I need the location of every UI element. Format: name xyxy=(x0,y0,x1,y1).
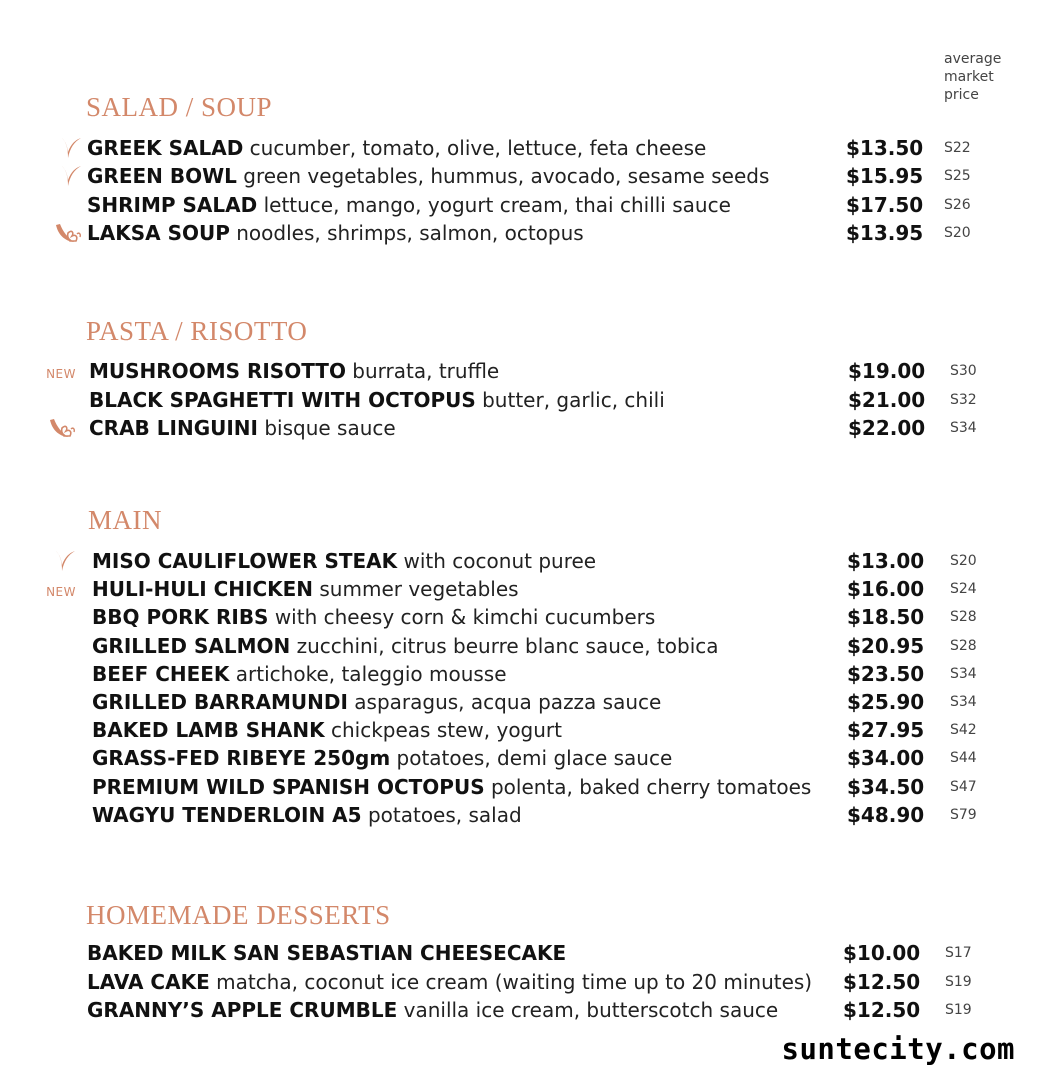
item-market-price: S34 xyxy=(950,420,977,436)
item-name: GRANNY’S APPLE CRUMBLE xyxy=(87,998,398,1022)
item-market-price: S34 xyxy=(950,666,977,682)
item-description: lettuce, mango, yogurt cream, thai chilli sauce xyxy=(257,193,731,217)
item-text xyxy=(87,941,566,965)
item-market-price: S24 xyxy=(950,581,977,597)
menu-item xyxy=(0,634,1037,662)
item-description: zucchini, citrus beurre blanc sauce, tobica xyxy=(290,634,719,658)
item-market-price: S42 xyxy=(950,722,977,738)
menu-item xyxy=(0,941,1037,969)
item-text xyxy=(89,388,665,412)
item-text xyxy=(92,549,596,573)
vegetarian-leaf-icon xyxy=(50,134,84,160)
menu-item xyxy=(0,359,1037,387)
item-price: $22.00 xyxy=(848,416,926,440)
item-name: BAKED MILK SAN SEBASTIAN CHEESECAKE xyxy=(87,941,567,965)
item-text xyxy=(87,970,812,994)
menu-item xyxy=(0,690,1037,718)
item-price: $15.95 xyxy=(846,164,924,188)
item-name: LAVA CAKE xyxy=(87,970,210,994)
item-description: summer vegetables xyxy=(313,577,519,601)
item-name: GRILLED BARRAMUNDI xyxy=(92,690,348,714)
item-text xyxy=(87,193,731,217)
item-price: $12.50 xyxy=(843,998,921,1022)
menu-item xyxy=(0,193,1037,221)
item-name: GREEN BOWL xyxy=(87,164,237,188)
menu-item xyxy=(0,746,1037,774)
item-text xyxy=(92,746,672,770)
item-price: $13.95 xyxy=(846,221,924,245)
item-text xyxy=(87,998,778,1022)
spicy-flame-icon xyxy=(44,415,78,441)
section-title: SALAD / SOUP xyxy=(86,92,273,122)
menu-item xyxy=(0,718,1037,746)
item-name: MISO CAULIFLOWER STEAK xyxy=(92,549,398,573)
item-market-price: S22 xyxy=(944,140,971,156)
section-title: HOMEMADE DESSERTS xyxy=(86,900,391,930)
item-description: vanilla ice cream, butterscotch sauce xyxy=(397,998,779,1022)
item-price: $48.90 xyxy=(847,803,925,827)
item-price: $13.50 xyxy=(846,136,924,160)
item-text xyxy=(92,662,507,686)
item-price: $20.95 xyxy=(847,634,925,658)
item-market-price: S17 xyxy=(945,945,972,961)
item-description: chickpeas stew, yogurt xyxy=(324,718,562,742)
item-name: SHRIMP SALAD xyxy=(87,193,258,217)
item-text xyxy=(92,718,562,742)
section-title: PASTA / RISOTTO xyxy=(86,316,308,346)
menu-item xyxy=(0,970,1037,998)
item-description: with cheesy corn & kimchi cucumbers xyxy=(268,605,656,629)
item-description: burrata, truffle xyxy=(345,359,500,383)
item-market-price: S25 xyxy=(944,168,971,184)
item-market-price: S44 xyxy=(950,750,977,766)
item-description: green vegetables, hummus, avocado, sesame seeds xyxy=(236,164,770,188)
item-price: $18.50 xyxy=(847,605,925,629)
item-price: $34.00 xyxy=(847,746,925,770)
item-price: $10.00 xyxy=(843,941,921,965)
average-market-price-header: average market price xyxy=(944,51,1002,103)
menu-item xyxy=(0,549,1037,577)
item-text xyxy=(87,164,769,188)
item-name: LAKSA SOUP xyxy=(87,221,230,245)
item-price: $27.95 xyxy=(847,718,925,742)
item-name: BBQ PORK RIBS xyxy=(92,605,269,629)
item-text xyxy=(87,221,584,245)
item-price: $25.90 xyxy=(847,690,925,714)
item-description: matcha, coconut ice cream (waiting time up to 20 minutes) xyxy=(209,970,813,994)
item-price: $17.50 xyxy=(846,193,924,217)
menu-item xyxy=(0,662,1037,690)
item-name: CRAB LINGUINI xyxy=(89,416,258,440)
watermark: suntecity.com xyxy=(781,1032,1015,1066)
vegetarian-leaf-icon xyxy=(44,547,78,573)
item-description: potatoes, salad xyxy=(361,803,522,827)
item-text xyxy=(87,136,706,160)
item-name: PREMIUM WILD SPANISH OCTOPUS xyxy=(92,775,485,799)
item-description: with coconut puree xyxy=(397,549,597,573)
item-market-price: S79 xyxy=(950,807,977,823)
item-text xyxy=(89,416,396,440)
item-name: GRILLED SALMON xyxy=(92,634,291,658)
item-name: BAKED LAMB SHANK xyxy=(92,718,325,742)
spicy-flame-icon xyxy=(50,220,84,246)
item-name: GREEK SALAD xyxy=(87,136,244,160)
item-price: $34.50 xyxy=(847,775,925,799)
menu-item xyxy=(0,605,1037,633)
item-description: bisque sauce xyxy=(257,416,396,440)
item-description: polenta, baked cherry tomatoes xyxy=(484,775,812,799)
item-text xyxy=(92,803,522,827)
item-description: potatoes, demi glace sauce xyxy=(390,746,673,770)
item-market-price: S28 xyxy=(950,638,977,654)
section-title: MAIN xyxy=(88,505,162,535)
menu-item xyxy=(0,221,1037,249)
menu-item xyxy=(0,136,1037,164)
item-market-price: S26 xyxy=(944,197,971,213)
item-market-price: S20 xyxy=(944,225,971,241)
menu-item xyxy=(0,998,1037,1026)
item-price: $19.00 xyxy=(848,359,926,383)
item-market-price: S30 xyxy=(950,363,977,379)
menu-item xyxy=(0,775,1037,803)
menu-item xyxy=(0,803,1037,831)
item-name: GRASS-FED RIBEYE 250gm xyxy=(92,746,391,770)
item-price: $21.00 xyxy=(848,388,926,412)
item-market-price: S32 xyxy=(950,392,977,408)
item-description: artichoke, taleggio mousse xyxy=(229,662,507,686)
menu-item xyxy=(0,164,1037,192)
item-description: asparagus, acqua pazza sauce xyxy=(347,690,662,714)
item-price: $13.00 xyxy=(847,549,925,573)
item-name: BEEF CHEEK xyxy=(92,662,230,686)
menu-item xyxy=(0,416,1037,444)
item-market-price: S19 xyxy=(945,1002,972,1018)
item-name: BLACK SPAGHETTI WITH OCTOPUS xyxy=(89,388,476,412)
item-market-price: S20 xyxy=(950,553,977,569)
item-price: $16.00 xyxy=(847,577,925,601)
item-text xyxy=(92,605,655,629)
item-description: cucumber, tomato, olive, lettuce, feta cheese xyxy=(243,136,707,160)
item-text xyxy=(92,690,661,714)
item-text xyxy=(92,577,519,601)
item-name: HULI-HULI CHICKEN xyxy=(92,577,314,601)
menu-item xyxy=(0,577,1037,605)
item-description: noodles, shrimps, salmon, octopus xyxy=(229,221,584,245)
item-market-price: S47 xyxy=(950,779,977,795)
new-badge xyxy=(42,579,76,605)
item-text xyxy=(89,359,499,383)
new-label: NEW xyxy=(46,367,76,381)
item-market-price: S28 xyxy=(950,609,977,625)
item-market-price: S19 xyxy=(945,974,972,990)
new-label: NEW xyxy=(46,585,76,599)
item-name: MUSHROOMS RISOTTO xyxy=(89,359,346,383)
vegetarian-leaf-icon xyxy=(50,162,84,188)
new-badge xyxy=(42,361,76,387)
item-text xyxy=(92,634,719,658)
item-name: WAGYU TENDERLOIN A5 xyxy=(92,803,362,827)
item-price: $12.50 xyxy=(843,970,921,994)
item-description: butter, garlic, chili xyxy=(475,388,665,412)
item-market-price: S34 xyxy=(950,694,977,710)
menu-item xyxy=(0,388,1037,416)
item-price: $23.50 xyxy=(847,662,925,686)
item-text xyxy=(92,775,811,799)
